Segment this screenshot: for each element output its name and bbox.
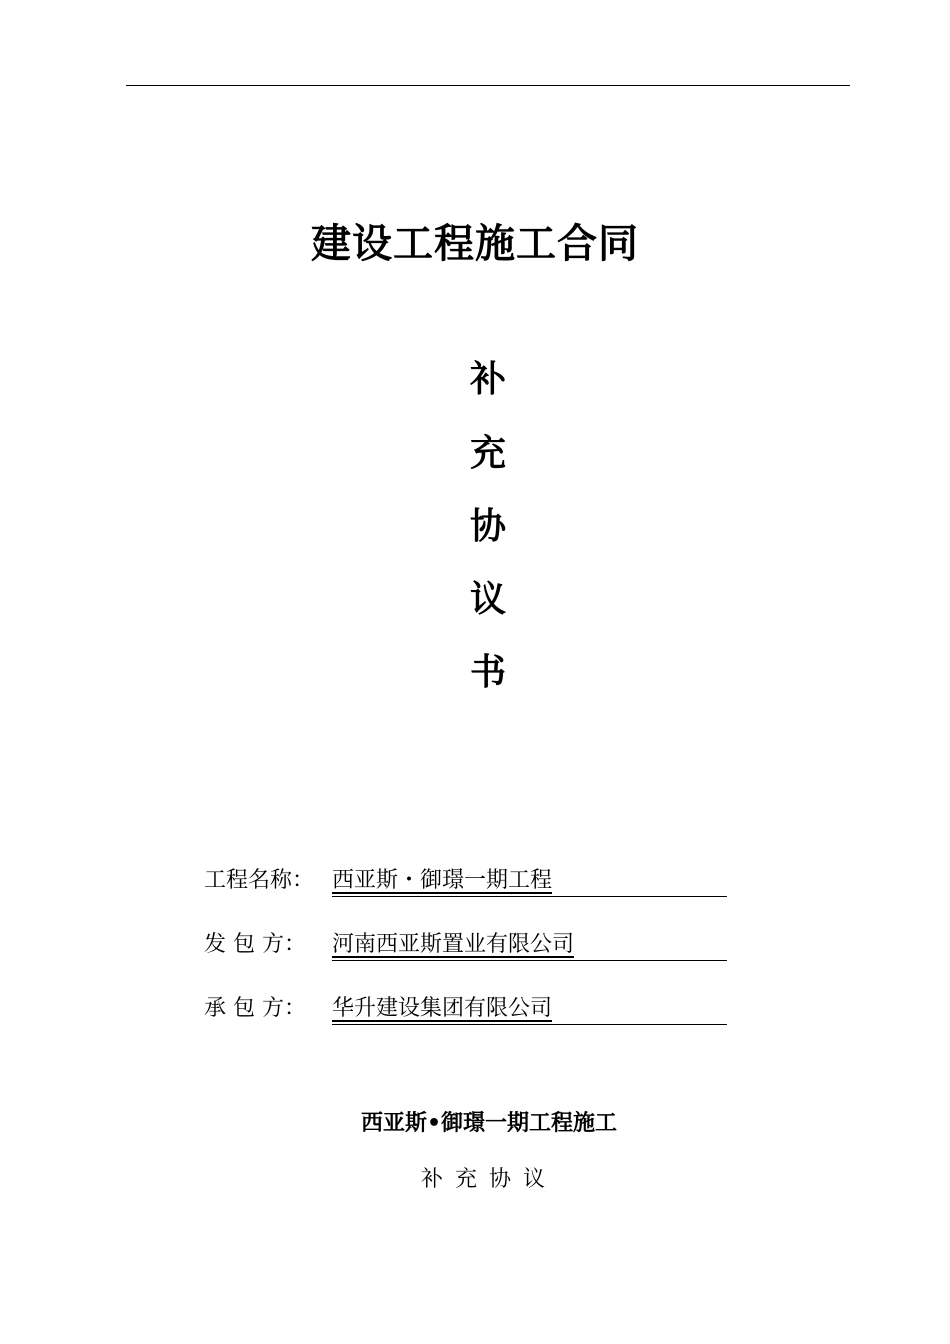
contractor-value: 华升建设集团有限公司 bbox=[332, 992, 727, 1025]
project-name-label: 工程名称： bbox=[204, 868, 315, 893]
vertical-title-char: 书 bbox=[469, 652, 506, 693]
employer-label: 发 包 方： bbox=[204, 932, 306, 957]
footer-title: 西亚斯•御璟一期工程施工 bbox=[360, 1111, 618, 1136]
employer-value: 河南西亚斯置业有限公司 bbox=[332, 928, 727, 961]
document-title: 建设工程施工合同 bbox=[311, 221, 639, 267]
contractor-label: 承 包 方： bbox=[204, 996, 306, 1021]
footer-subtitle: 补充协议 bbox=[420, 1167, 557, 1192]
vertical-title-char: 协 bbox=[469, 506, 506, 547]
header-rule bbox=[126, 85, 850, 86]
vertical-title-char: 补 bbox=[469, 359, 506, 400]
vertical-title-char: 议 bbox=[469, 579, 506, 620]
vertical-title-char: 充 bbox=[469, 433, 506, 474]
project-name-value: 西亚斯・御璟一期工程 bbox=[332, 864, 727, 897]
